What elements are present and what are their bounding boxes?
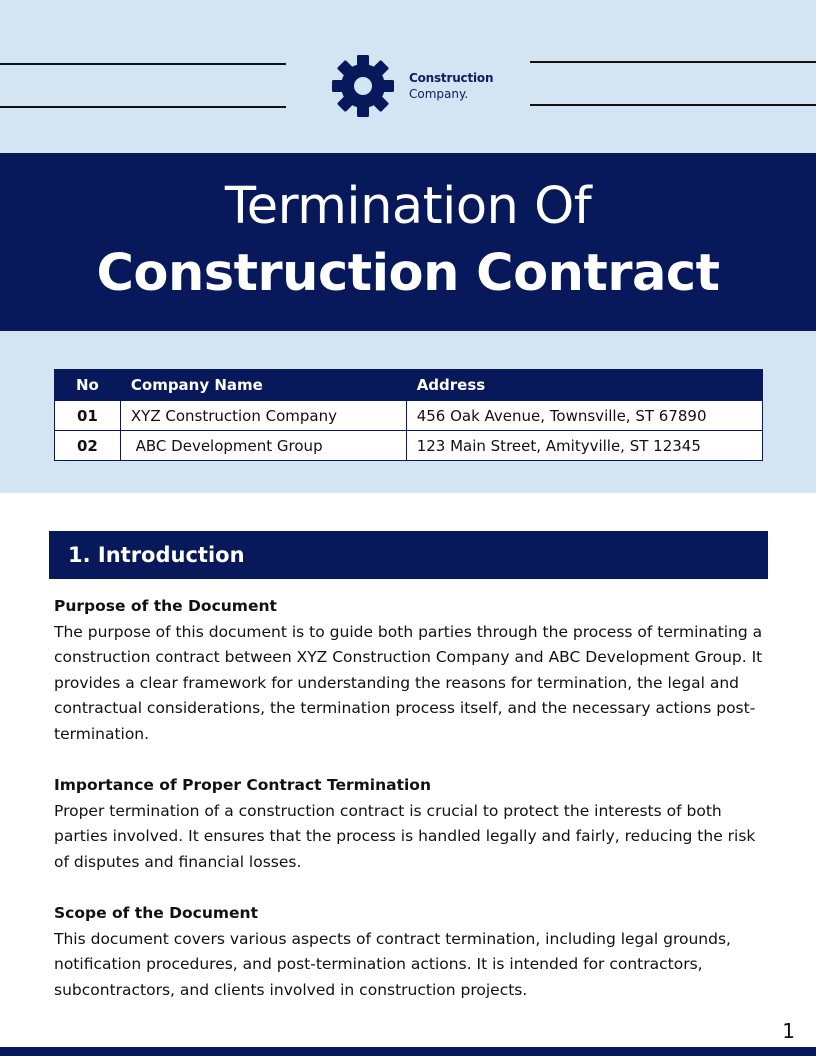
address-cell: 123 Main Street, Amityville, ST 12345 bbox=[406, 431, 762, 461]
brand-wordmark bbox=[409, 70, 493, 102]
subsection-body: The purpose of this document is to guide both parties through the process of terminating a construction contract between XYZ Construction Company and ABC Development Group. It provides a clear framework for understanding the reasons for termination, the legal and contractual considerations, the termination process itself, and the necessary actions post-termination. bbox=[54, 622, 763, 743]
column-header-company-name: Company Name bbox=[120, 370, 406, 401]
brand-name-line2: Company. bbox=[409, 87, 469, 101]
footer-band bbox=[0, 1047, 816, 1056]
column-header-address: Address bbox=[406, 370, 762, 401]
companies-table bbox=[54, 369, 763, 461]
page-number: 1 bbox=[782, 1019, 795, 1043]
subsection-heading: Scope of the Document bbox=[54, 904, 258, 923]
left-rule-top bbox=[0, 63, 286, 65]
section-content bbox=[54, 594, 766, 1029]
brand-name-line1: Construction bbox=[409, 71, 494, 85]
company-name-cell: ABC Development Group bbox=[120, 431, 406, 461]
table-header-row bbox=[55, 370, 763, 401]
document-title-line1: Termination Of bbox=[224, 177, 592, 236]
gear-icon bbox=[332, 55, 394, 117]
table-row bbox=[55, 431, 763, 461]
section-title: 1. Introduction bbox=[68, 543, 245, 567]
row-number-cell: 01 bbox=[55, 401, 121, 431]
document-title-line2: Construction Contract bbox=[96, 244, 720, 303]
row-number-cell: 02 bbox=[55, 431, 121, 461]
subsection-heading: Importance of Proper Contract Termination bbox=[54, 776, 431, 795]
left-rule-bottom bbox=[0, 106, 286, 108]
subsection-heading: Purpose of the Document bbox=[54, 597, 277, 615]
company-name-cell: XYZ Construction Company bbox=[120, 401, 406, 431]
column-header-no: No bbox=[55, 370, 121, 401]
right-rule-top bbox=[530, 61, 816, 63]
section-header-bar bbox=[49, 531, 768, 579]
subsection-body: This document covers various aspects of contract termination, including legal grounds, notification procedures, and post-termination actions. It is intended for contractors, subcontractors, and clients involved in construction projects. bbox=[54, 929, 731, 999]
address-cell: 456 Oak Avenue, Townsville, ST 67890 bbox=[406, 401, 762, 431]
table-row bbox=[55, 401, 763, 431]
subsection-body: Proper termination of a construction contract is crucial to protect the interests of both parties involved. It ensures that the process is handled legally and fairly, reducing the risk of disputes and financial losses. bbox=[54, 801, 756, 871]
right-rule-bottom bbox=[530, 104, 816, 106]
